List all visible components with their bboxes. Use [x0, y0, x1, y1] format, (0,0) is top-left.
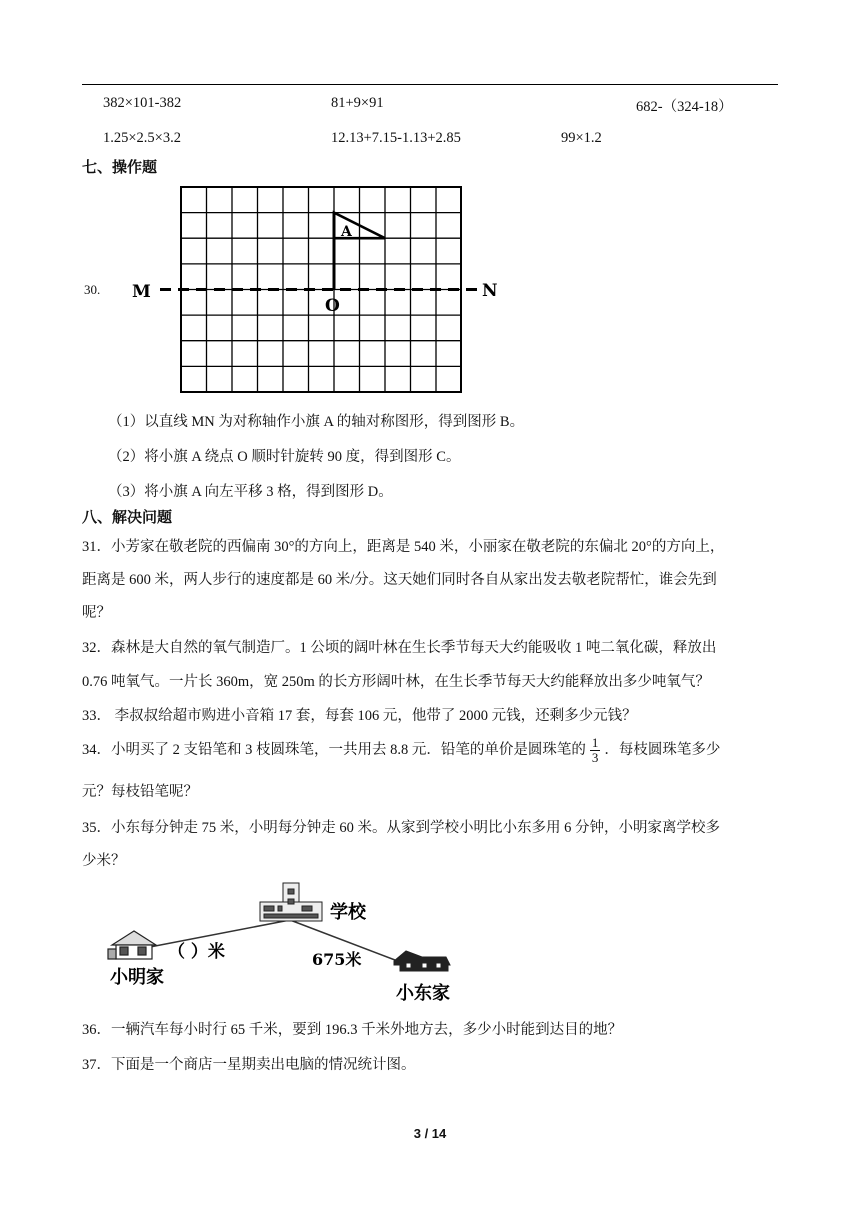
question-32: 32．森林是大自然的氧气制造厂。1 公顷的阔叶林在生长季节每天大约能吸收 1 吨二氧化碳，释放出	[82, 640, 717, 656]
question-34-text: ．每枝圆珠笔多少	[604, 741, 721, 758]
question-31: 31．小芳家在敬老院的西偏南 30°的方向上，距离是 540 米，小丽家在敬老院的东偏北 20°的方向上，	[82, 539, 725, 555]
flag-grid-figure	[120, 180, 510, 400]
xiaodong-home-label: 小东家	[396, 983, 450, 1004]
calc-item: 1.25×2.5×3.2	[103, 130, 181, 146]
calc-item: 12.13+7.15-1.13+2.85	[331, 130, 461, 146]
fraction	[590, 736, 601, 765]
label-n: N	[482, 281, 498, 301]
calc-item: 682-（324-18）	[636, 99, 733, 115]
question-36: 36．一辆汽车每小时行 65 千米，要到 196.3 千米外地方去，多少小时能到达目的地？	[82, 1022, 623, 1038]
question-31: 距离是 600 米，两人步行的速度都是 60 米/分。这天她们同时各自从家出发去敬老院帮忙，谁会先到	[82, 572, 717, 588]
question-35: 少米？	[82, 853, 126, 869]
question-32: 0.76 吨氧气。一片长 360m，宽 250m 的长方形阔叶林，在生长季节每天大约能释放出多少吨氧气？	[82, 674, 710, 690]
label-m: M	[132, 282, 151, 302]
sub-question: （3）将小旗 A 向左平移 3 格，得到图形 D。	[108, 484, 393, 500]
sub-question: （2）将小旗 A 绕点 O 顺时针旋转 90 度，得到图形 C。	[108, 449, 461, 465]
section-heading: 七、操作题	[82, 158, 158, 176]
question-33: 33． 李叔叔给超市购进小音箱 17 套，每套 106 元，他带了 2000 元钱，还剩多少元钱？	[82, 708, 637, 724]
school-label: 学校	[330, 902, 366, 923]
question-number: 30.	[84, 282, 101, 297]
xiaoming-house-icon	[108, 931, 156, 959]
blank-distance-label: （ ）米	[168, 942, 225, 962]
sub-question: （1）以直线 MN 为对称轴作小旗 A 的轴对称图形，得到图形 B。	[108, 414, 525, 430]
fraction-numerator: 1	[591, 735, 599, 750]
route-figure	[100, 875, 480, 1005]
label-o: O	[325, 296, 340, 316]
question-34: 元？每枝铅笔呢？	[82, 784, 198, 800]
question-34-text: 34．小明买了 2 支铅笔和 3 枝圆珠笔，一共用去 8.8 元．铅笔的单价是圆珠笔的	[82, 741, 586, 758]
calc-item: 99×1.2	[561, 130, 602, 146]
question-35: 35．小东每分钟走 75 米，小明每分钟走 60 米。从家到学校小明比小东多用 6 分钟，小明家离学校多	[82, 820, 720, 836]
xiaodong-house-icon	[394, 951, 450, 971]
section-heading: 八、解决问题	[82, 508, 173, 526]
school-icon	[260, 883, 322, 921]
fraction-denominator: 3	[591, 750, 599, 765]
calc-item: 382×101-382	[103, 95, 182, 111]
question-31: 呢？	[82, 605, 111, 621]
header-rule	[82, 84, 778, 85]
label-a: A	[341, 224, 352, 240]
question-34	[82, 736, 720, 765]
calc-item: 81+9×91	[331, 95, 384, 111]
xiaoming-home-label: 小明家	[110, 967, 164, 988]
known-distance-label: 675米	[312, 950, 362, 969]
question-37: 37．下面是一个商店一星期卖出电脑的情况统计图。	[82, 1057, 416, 1073]
page-number: 3 / 14	[413, 1126, 447, 1141]
